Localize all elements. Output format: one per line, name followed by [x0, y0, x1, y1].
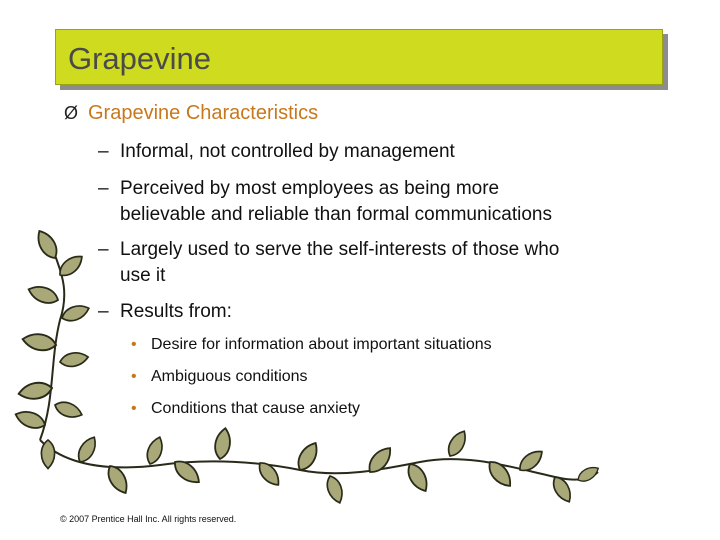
dash-bullet: –: [98, 178, 109, 199]
sub-list-item-text: Conditions that cause anxiety: [151, 400, 361, 417]
list-item-text: Largely used to serve the self-interests of those who: [120, 239, 560, 260]
dot-bullet: •: [131, 368, 137, 385]
dash-bullet: –: [98, 141, 109, 162]
list-item: [98, 237, 559, 289]
list-item: [98, 299, 232, 325]
list-item-text: use it: [120, 265, 166, 286]
list-item-text: Results from:: [120, 301, 232, 322]
list-item-text: Perceived by most employees as being more: [120, 178, 500, 199]
dot-bullet: •: [131, 336, 137, 353]
list-item-text: Informal, not controlled by management: [120, 141, 455, 162]
copyright-footer: © 2007 Prentice Hall Inc. All rights reserved.: [60, 514, 237, 524]
heading-text: Grapevine Characteristics: [88, 102, 319, 124]
dash-bullet: –: [98, 301, 109, 322]
list-item-text: believable and reliable than formal communications: [120, 204, 552, 225]
arrow-bullet-icon: Ø: [64, 103, 79, 123]
heading-item: [64, 102, 318, 125]
sub-list-item: [131, 336, 492, 354]
sub-list-item-text: Desire for information about important situations: [151, 336, 492, 353]
slide-title: Grapevine: [68, 41, 212, 76]
list-item: [98, 139, 455, 165]
sub-list-item: [131, 368, 308, 386]
dash-bullet: –: [98, 239, 109, 260]
dot-bullet: •: [131, 400, 137, 417]
sub-list-item: [131, 400, 360, 418]
sub-list-item-text: Ambiguous conditions: [151, 368, 308, 385]
list-item: [98, 176, 552, 228]
